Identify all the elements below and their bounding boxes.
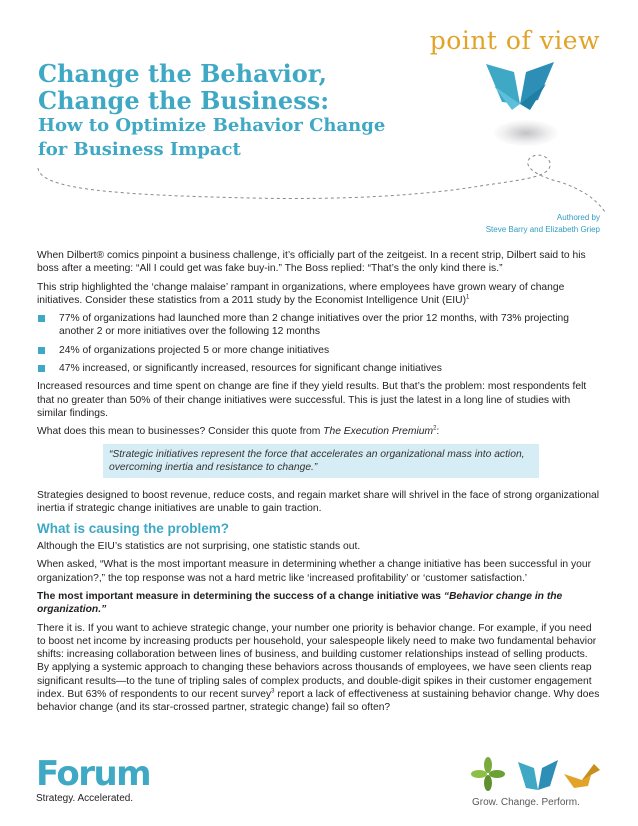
- paragraph-results: Increased resources and time spent on change are fine if they yield results. But that’s the problem: most respondents felt that no greater than 50% of their change initiatives were successful. This is just the latest in a long line of studies with similar findings.: [37, 381, 587, 419]
- paragraph-intro: When Dilbert® comics pinpoint a business challenge, it’s officially part of the zeitgeist. In a recent strip, Dilbert said to his boss after a meeting: “All I could get was fake buy-in.” The Boss replied: “That’s the only kind there is.”: [37, 250, 586, 275]
- statistics-list: [37, 312, 601, 375]
- title-line-1: Change the Behavior,: [38, 59, 327, 88]
- subtitle-line-2: for Business Impact: [38, 139, 241, 160]
- paragraph-conclusion: [37, 622, 601, 715]
- list-item-text: 24% of organizations projected 5 or more change initiatives: [59, 344, 330, 356]
- question-colon: :: [436, 426, 440, 438]
- list-item: [37, 362, 601, 375]
- author-names: Steve Barry and Elizabeth Griep: [485, 225, 600, 234]
- key-finding-text: The most important measure in determining the success of a change initiative was: [37, 590, 444, 602]
- pull-quote: “Strategic initiatives represent the force that accelerates an organizational mass into action, overcoming inertia and resistance to change.”: [103, 444, 539, 479]
- footnote-ref: 3: [271, 688, 275, 695]
- point-of-view-label: point of view: [429, 26, 600, 55]
- key-finding-quote: “Behavior change in the organization.”: [37, 590, 563, 616]
- section-heading: What is causing the problem?: [37, 520, 230, 536]
- origami-bird-icon: [564, 764, 600, 788]
- paragraph-key-finding: [37, 590, 601, 617]
- list-item: [37, 344, 601, 357]
- paragraph-measure: When asked, “What is the most important measure in determining whether a change initiative has been successful in your organization?,” the top response was not a hard metric like ‘increased profitability’ or ‘customer satisfaction.’: [37, 559, 592, 584]
- question-text: What does this mean to businesses? Consider this quote from: [37, 426, 324, 438]
- butterfly-icon: [484, 60, 556, 116]
- forum-tagline: Strategy. Accelerated.: [36, 793, 134, 804]
- conclusion-text-end: report a lack of effectiveness at sustaining behavior change. Why does behavior change (and its star-crossed partner, strategic change) fail so often?: [37, 689, 600, 714]
- footer-slogan: Grow. Change. Perform.: [472, 797, 580, 808]
- bullet-square-icon: [38, 365, 45, 372]
- paragraph-question: [37, 425, 601, 438]
- butterfly-small-icon: [518, 760, 558, 790]
- leaf-icon: [471, 757, 505, 791]
- author-block: [486, 212, 600, 236]
- bullet-square-icon: [38, 315, 45, 322]
- paragraph-strategies: Strategies designed to boost revenue, reduce costs, and regain market share will shrivel in the face of strong organizational inertia if strategic change initiatives are unable to gain traction.: [37, 490, 600, 515]
- list-item: [37, 312, 601, 339]
- bullet-square-icon: [38, 347, 45, 354]
- list-item-text: 47% increased, or significantly increased, resources for significant change initiatives: [59, 363, 442, 375]
- forum-logo: [36, 754, 151, 804]
- paragraph-malaise-text: This strip highlighted the ‘change malaise’ rampant in organizations, where employees have grown weary of change initiatives. Consider these statistics from a 2011 study by the Economist Intelligence Unit (EIU): [37, 281, 565, 306]
- list-item-text: 77% of organizations had launched more than 2 change initiatives over the prior 12 months, with 73% projecting another 2 or more initiatives over the following 12 months: [59, 313, 570, 338]
- title-line-2: Change the Business:: [38, 86, 330, 115]
- butterfly-shadow: [494, 120, 558, 146]
- book-title: The Execution Premium: [323, 426, 434, 438]
- paragraph-eiu: Although the EIU’s statistics are not surprising, one statistic stands out.: [37, 541, 361, 553]
- conclusion-text: There it is. If you want to achieve strategic change, your number one priority is behavior change. For example, if you need to boost net income by increasing products per household, your salespeople likely need to make two fundamental behavior shifts: increasing collaboration between lines of business, and building customer relationships instead of selling products. By applying a systemic approach to changing these behaviors across thousands of employees, we have seen clients reap significant results—to the tune of tripling sales of complex products, and double-digit spikes in their customer engagement index. But 63% of respondents to our recent survey: [37, 622, 597, 701]
- subtitle-line-1: How to Optimize Behavior Change: [38, 115, 386, 136]
- footnote-ref: 1: [466, 294, 470, 301]
- paragraph-malaise: [37, 281, 601, 308]
- forum-logo-word: Forum: [36, 754, 151, 794]
- footnote-ref: 2: [433, 425, 437, 432]
- article-body: [37, 249, 601, 720]
- footer-icons: [468, 756, 608, 796]
- authored-by-label: Authored by: [556, 213, 600, 222]
